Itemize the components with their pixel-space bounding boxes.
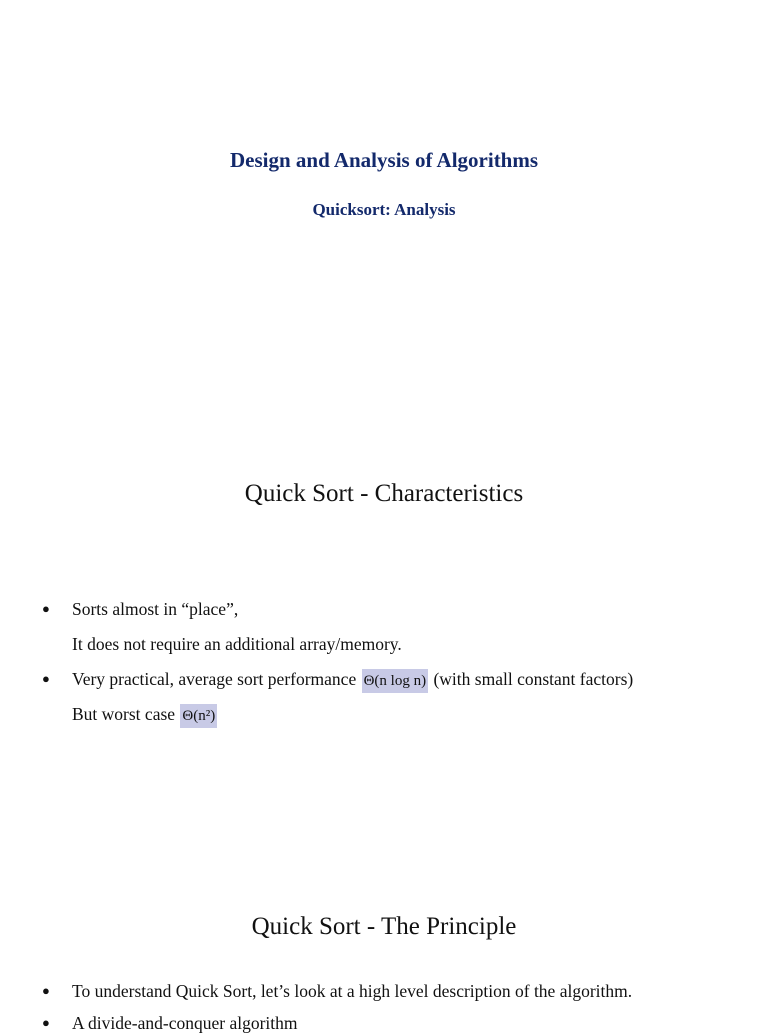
math-n-squared: Θ(n²) [180, 704, 217, 728]
math-n-log-n: Θ(n log n) [362, 669, 429, 693]
bullet-text-divide-conquer: A divide-and-conquer algorithm [72, 1013, 298, 1033]
section-heading-characteristics: Quick Sort - Characteristics [244, 480, 524, 507]
bullet-text-practical [72, 668, 633, 693]
section-heading-principle: Quick Sort - The Principle [251, 913, 517, 940]
bullet-icon: ● [42, 1015, 50, 1030]
constant-factors-text: (with small constant factors) [433, 669, 634, 689]
practical-text: Very practical, average sort performance [72, 669, 357, 689]
bullet-text-worst-case [72, 703, 218, 728]
bullet-icon: ● [42, 983, 50, 998]
document-subtitle: Quicksort: Analysis [312, 200, 456, 219]
bullet-icon: ● [42, 671, 50, 686]
bullet-text-understand: To understand Quick Sort, let’s look at a high level description of the algorithm. [72, 981, 633, 1001]
worst-case-text: But worst case [72, 704, 176, 724]
document-title: Design and Analysis of Algorithms [229, 148, 539, 172]
bullet-text-memory: It does not require an additional array/memory. [72, 634, 402, 654]
bullet-text-place: Sorts almost in “place”, [72, 599, 239, 619]
bullet-icon: ● [42, 601, 50, 616]
